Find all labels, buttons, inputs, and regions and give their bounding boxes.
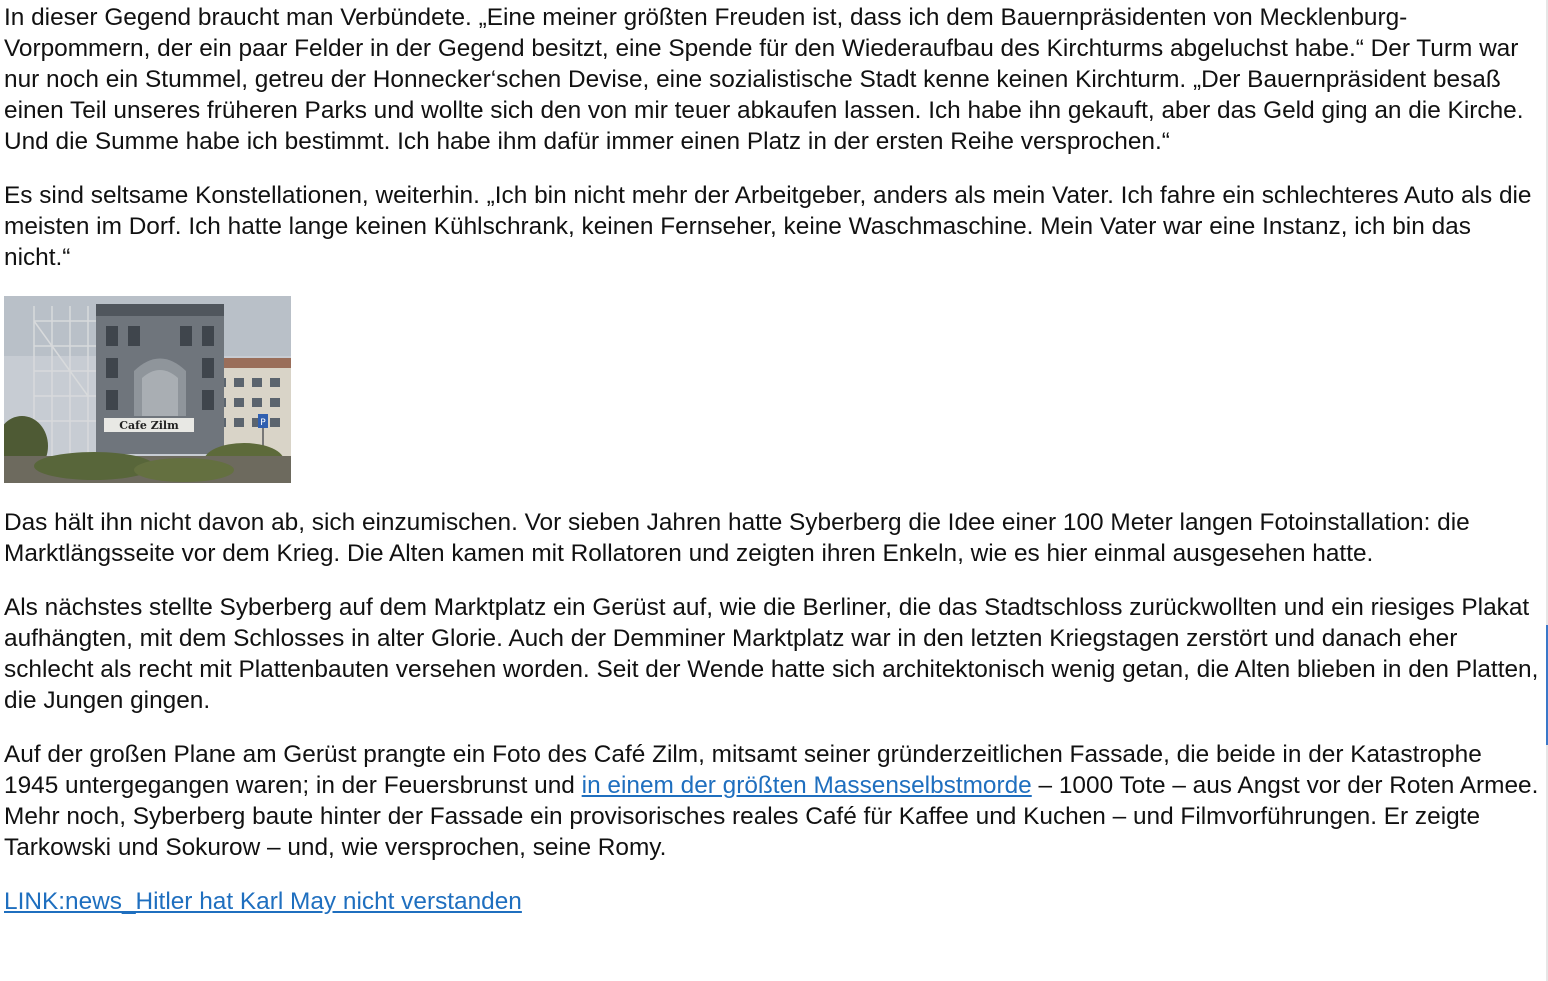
cafe-zilm-photo <box>4 296 291 483</box>
paragraph-3: Das hält ihn nicht davon ab, sich einzumischen. Vor sieben Jahren hatte Syberberg die Idee einer 100 Meter langen Fotoinstallation: die Marktlängsseite vor dem Krieg. Die Alten kamen mit Rollatoren und zeigten ihren Enkeln, wie es hier einmal ausgesehen hatte. <box>4 509 1470 567</box>
paragraph-4: Als nächstes stellte Syberberg auf dem Marktplatz ein Gerüst auf, wie die Berliner, die das Stadtschloss zurückwollten und ein riesiges Plakat aufhängten, mit dem Schlosses in alter Glorie. Auch der Demminer Marktplatz war in den letzten Kriegstagen zerstört und danach eher schlecht als recht mit Plattenbauten versehen worden. Seit der Wende hatte sich architektonisch wenig getan, die Alten blieben in den Platten, die Jungen gingen. <box>4 594 1539 714</box>
massenselbstmorde-link[interactable]: in einem der größten Massenselbstmorde <box>581 772 1032 799</box>
paragraph-5-before: Auf der großen Plane am Gerüst prangte ein Foto des Café Zilm, mitsamt seiner gründerzeitlichen Fassade, die beide in der Katastrophe 1945 untergegangen waren; in der Feuersbrunst und <box>4 741 1482 799</box>
related-news-link[interactable]: LINK:news_Hitler hat Karl May nicht verstanden <box>4 888 522 915</box>
article-body <box>4 2 1542 917</box>
paragraph-5-after: – 1000 Tote – aus Angst vor der Roten Armee. Mehr noch, Syberberg baute hinter der Fassade ein provisorisches reales Café für Kaffee und Kuchen – und Filmvorführungen. Er zeigte Tarkowski und Sokurow – und, wie versprochen, seine Romy. <box>4 772 1539 861</box>
photo-sign-text: Cafe Zilm <box>119 419 179 432</box>
paragraph-1: In dieser Gegend braucht man Verbündete. „Eine meiner größten Freuden ist, dass ich dem Bauernpräsidenten von Mecklenburg-Vorpommern, der ein paar Felder in der Gegend besitzt, eine Spende für den Wiederaufbau des Kirchturms abgeluchst habe.“ Der Turm war nur noch ein Stummel, getreu der Honnecker‘schen Devise, eine sozialistische Stadt kenne keinen Kirchturm. „Der Bauernpräsident besaß einen Teil unseres früheren Parks und wollte sich den von mir teuer abkaufen lassen. Ich habe ihn gekauft, aber das Geld ging an die Kirche. Und die Summe habe ich bestimmt. Ich habe ihm dafür immer einen Platz in der ersten Reihe versprochen.“ <box>4 4 1524 155</box>
parking-sign-text: P <box>260 418 266 428</box>
paragraph-2: Es sind seltsame Konstellationen, weiterhin. „Ich bin nicht mehr der Arbeitgeber, anders als mein Vater. Ich fahre ein schlechteres Auto als die meisten im Dorf. Ich hatte lange keinen Kühlschrank, keinen Fernseher, keine Waschmaschine. Mein Vater war eine Instanz, ich bin das nicht.“ <box>4 182 1532 271</box>
paragraph-5 <box>4 739 1542 863</box>
